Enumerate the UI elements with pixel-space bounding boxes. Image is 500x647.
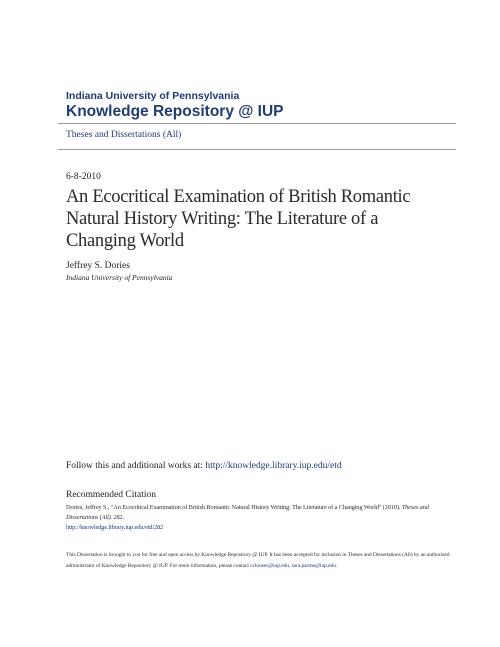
access-notice: [66, 550, 451, 572]
repository-name[interactable]: Knowledge Repository @ IUP: [66, 103, 284, 120]
document-title: An Ecocritical Examination of British Romantic Natural History Writing: The Literature of a Changing World: [66, 187, 411, 251]
repository-header: [66, 90, 284, 121]
citation-number: . 282.: [110, 514, 125, 521]
university-name: Indiana University of Pennsylvania: [66, 90, 240, 102]
publication-date: 6-8-2010: [66, 172, 101, 182]
follow-text: Follow this and additional works at:: [66, 461, 206, 471]
citation-body: Dories, Jeffrey S., "An Ecocritical Examination of British Romantic Natural History Writing: The Literature of a Changing World" (2010).: [66, 504, 402, 511]
contact-email-2[interactable]: sara.parme@iup.edu: [291, 563, 336, 569]
citation-series: Theses and Dissertations (All): [66, 504, 429, 521]
notice-sep: ,: [288, 563, 292, 569]
collection-divider: [58, 149, 456, 150]
citation-text: [66, 503, 446, 533]
follow-link[interactable]: http://knowledge.library.iup.edu/etd: [205, 461, 342, 471]
author-affiliation: Indiana University of Pennsylvania: [66, 273, 173, 282]
notice-end: .: [335, 563, 338, 569]
author-name: Jeffrey S. Dories: [66, 261, 130, 271]
citation-link[interactable]: http://knowledge.library.iup.edu/etd/282: [66, 524, 164, 531]
notice-text: This Dissertation is brought to you for free and open access by Knowledge Repository @ IUP. It has been accepted for inclusion in Theses and Dissertations (All) by an authorized administrator of Knowledge Repository @ IUP. For more information, please contact: [66, 552, 450, 569]
contact-email-1[interactable]: cclouser@iup.edu: [250, 563, 289, 569]
recommended-citation-heading: Recommended Citation: [66, 490, 156, 500]
header-divider: [58, 123, 456, 124]
collection-link[interactable]: Theses and Dissertations (All): [66, 130, 182, 140]
follow-line: [66, 461, 342, 471]
